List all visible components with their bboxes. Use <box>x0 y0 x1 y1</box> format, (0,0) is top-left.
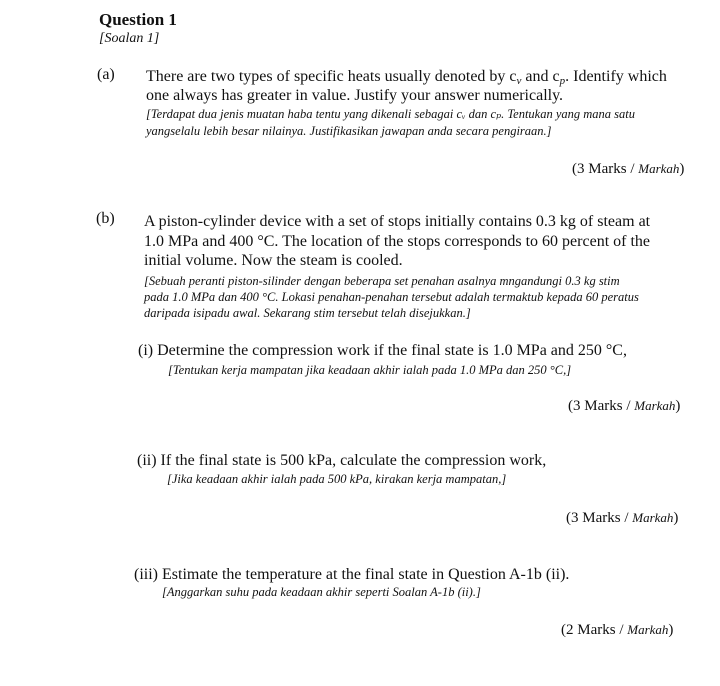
part-b-ii-translation: [Jika keadaan akhir ialah pada 500 kPa, kirakan kerja mampatan,] <box>167 472 507 486</box>
part-b-i-marks-ms: Markah <box>634 398 676 413</box>
part-a-question-line-2: one always has greater in value. Justify your answer numerically. <box>146 87 564 104</box>
part-b-translation-line-1: [Sebuah peranti piston-silinder dengan beberapa set penahan asalnya mngandungi 0.3 kg stim <box>144 274 620 288</box>
part-a-line1-sub-p: p <box>559 75 566 87</box>
part-a-translation-line-2: yangselalu lebih besar nilainya. Justifikasikan jawapan anda secara pengiraan.] <box>146 124 552 138</box>
part-b-iii-marks-close: ) <box>668 622 674 638</box>
part-b-ii-marks-ms: Markah <box>632 510 674 525</box>
part-b-iii-marks-en: (2 Marks / <box>561 622 628 638</box>
part-a-translation-line-1: [Terdapat dua jenis muatan haba tentu yang dikenali sebagai cᵥ dan cₚ. Tentukan yang mana satu <box>146 107 636 121</box>
part-b-question-line-3: initial volume. Now the steam is cooled. <box>144 252 403 269</box>
question-subtitle: [Soalan 1] <box>99 31 160 46</box>
part-b-ii-question: (ii) If the final state is 500 kPa, calculate the compression work, <box>137 452 547 469</box>
part-b-iii-marks <box>561 622 673 639</box>
part-a-marks <box>572 161 684 178</box>
part-a-marks-ms: Markah <box>638 161 680 176</box>
part-b-translation-line-2: pada 1.0 MPa dan 400 °C. Lokasi penahan-penahan tersebut adalah termaktub kepada 60 peratus <box>144 290 639 304</box>
part-b-i-marks-close: ) <box>675 398 681 414</box>
part-a-marks-en: (3 Marks / <box>572 161 639 177</box>
part-b-i-marks-en: (3 Marks / <box>568 398 635 414</box>
part-b-i-marks <box>568 398 680 415</box>
question-title: Question 1 <box>99 10 177 29</box>
part-a-line1-mid: and c <box>521 68 560 85</box>
part-a-line1-sub-v: v <box>516 75 522 87</box>
part-b-translation-line-3: daripada isipadu awal. Sekarang stim tersebut telah disejukkan.] <box>144 306 471 320</box>
part-b-question-line-1: A piston-cylinder device with a set of stops initially contains 0.3 kg of steam at <box>144 213 651 230</box>
part-a-line1-post: . Identify which <box>565 68 667 85</box>
part-a-marks-close: ) <box>679 161 685 177</box>
part-b-iii-question: (iii) Estimate the temperature at the final state in Question A-1b (ii). <box>134 566 570 583</box>
part-a-label: (a) <box>97 66 115 83</box>
part-b-i-question: (i) Determine the compression work if the final state is 1.0 MPa and 250 °C, <box>138 342 627 359</box>
part-b-i-translation: [Tentukan kerja mampatan jika keadaan akhir ialah pada 1.0 MPa dan 250 °C,] <box>168 363 572 377</box>
part-a-line1-pre: There are two types of specific heats usually denoted by c <box>146 68 517 85</box>
part-b-ii-marks-en: (3 Marks / <box>566 510 633 526</box>
part-b-ii-marks <box>566 510 678 527</box>
part-b-label: (b) <box>96 210 115 227</box>
part-b-ii-marks-close: ) <box>673 510 679 526</box>
part-b-question-line-2: 1.0 MPa and 400 °C. The location of the stops corresponds to 60 percent of the <box>144 233 651 250</box>
part-b-iii-translation: [Anggarkan suhu pada keadaan akhir seperti Soalan A-1b (ii).] <box>162 585 481 599</box>
part-b-iii-marks-ms: Markah <box>627 622 669 637</box>
